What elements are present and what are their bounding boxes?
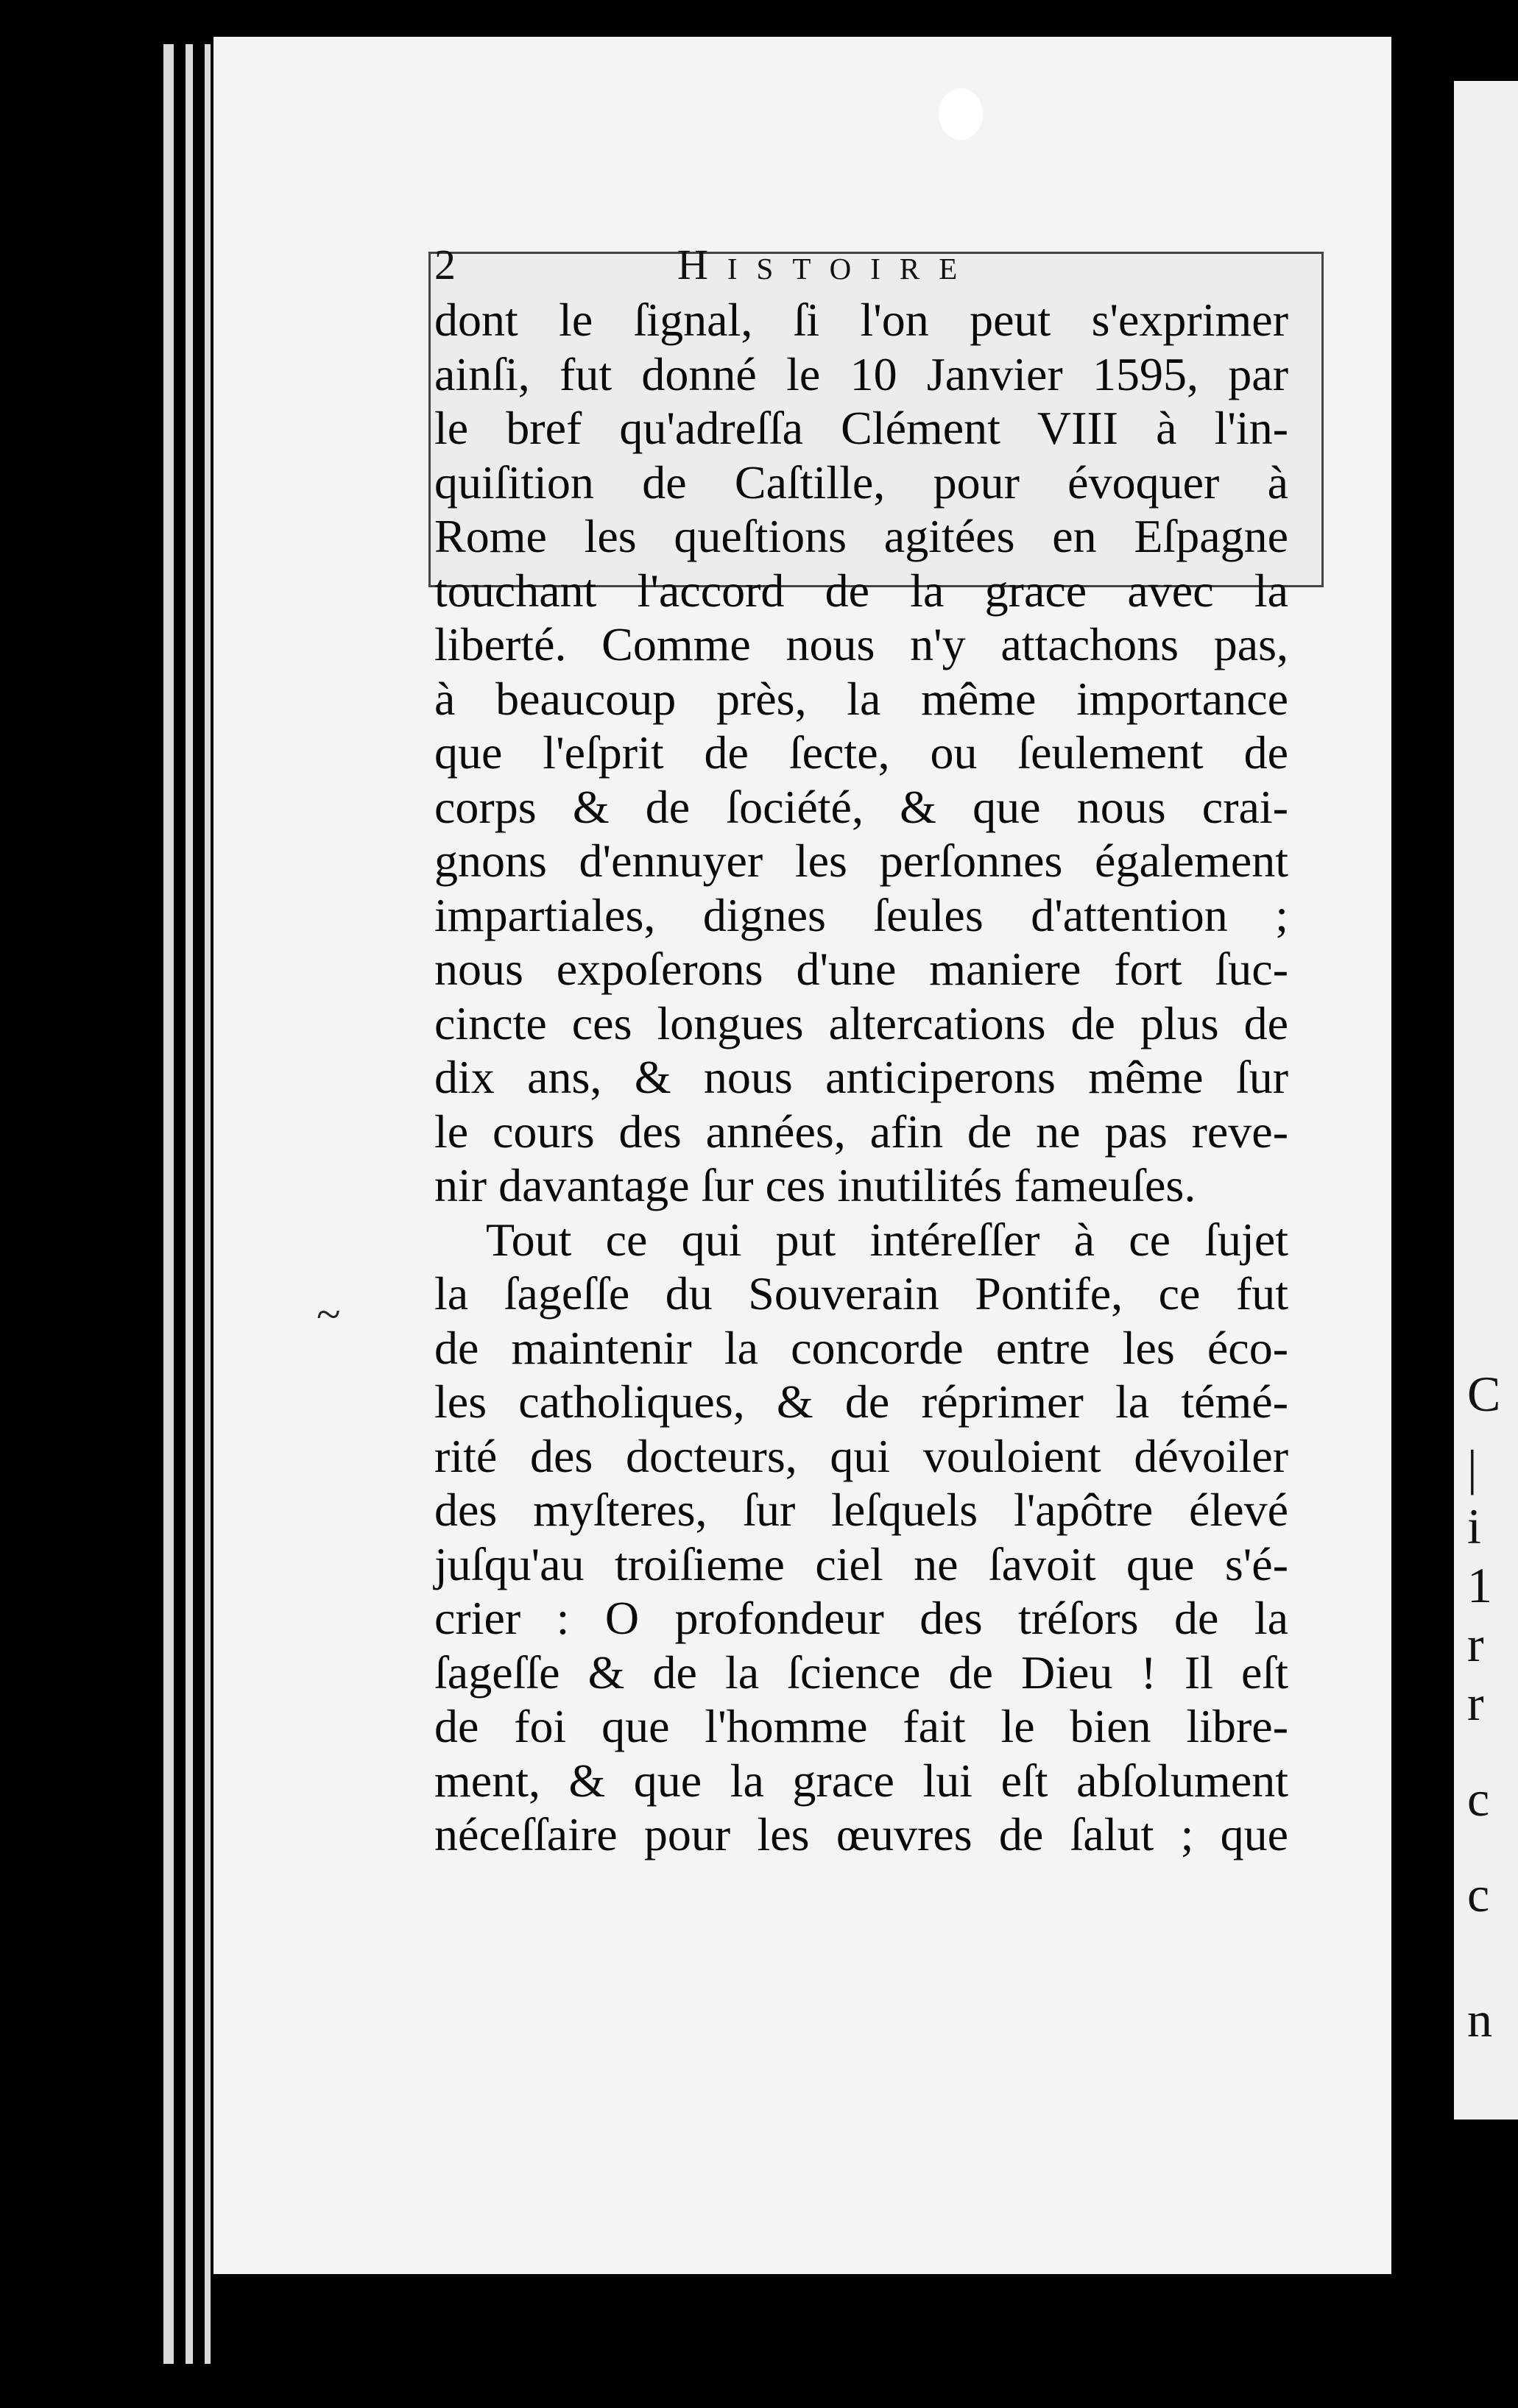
binding-edge — [163, 44, 174, 2364]
text-line: néceſſaire pour les œuvres de ſalut ; que — [434, 1808, 1288, 1860]
text-line: que l'eſprit de ſecte, ou ſeulement de — [434, 726, 1288, 779]
facing-page-char: r — [1467, 1675, 1484, 1731]
text-line: dix ans, & nous anticiperons même ſur — [434, 1051, 1288, 1103]
facing-page-edge — [1454, 81, 1518, 2120]
text-line: liberté. Comme nous n'y attachons pas, — [434, 618, 1288, 670]
page-number: 2 — [434, 241, 456, 288]
paragraph-2 — [434, 1213, 1288, 1862]
text-line: gnons d'ennuyer les perſonnes également — [434, 835, 1288, 887]
running-title: Histoire — [677, 241, 977, 288]
text-line: nous expoſerons d'une maniere fort ſuc- — [434, 943, 1288, 995]
text-line: de foi que l'homme fait le bien libre- — [434, 1700, 1288, 1752]
text-line: le cours des années, afin de ne pas reve- — [434, 1105, 1288, 1158]
facing-page-char: C — [1467, 1366, 1501, 1422]
paragraph-1 — [434, 293, 1288, 1213]
text-line: dont le ſignal, ſi l'on peut s'exprimer — [434, 294, 1288, 346]
facing-page-char: c — [1467, 1771, 1490, 1827]
text-line: des myſteres, ſur leſquels l'apôtre élevé — [434, 1484, 1288, 1536]
margin-mark: ~ — [317, 1290, 341, 1339]
text-line: rité des docteurs, qui vouloient dévoiler — [434, 1429, 1288, 1482]
text-line: de maintenir la concorde entre les éco- — [434, 1321, 1288, 1374]
facing-page-char: n — [1467, 1991, 1492, 2047]
text-line: corps & de ſociété, & que nous crai- — [434, 780, 1288, 833]
text-line: juſqu'au troiſieme ciel ne ſavoit que s'é- — [434, 1537, 1288, 1590]
paper-damage-spot — [939, 88, 983, 140]
text-line: Tout ce qui put intéreſſer à ce ſujet — [486, 1213, 1288, 1266]
text-line: quiſition de Caſtille, pour évoquer à — [434, 456, 1288, 509]
text-line: Rome les queſtions agitées en Eſpagne — [434, 510, 1288, 562]
text-line: le bref qu'adreſſa Clément VIII à l'in- — [434, 402, 1288, 454]
text-line: ſageſſe & de la ſcience de Dieu ! Il eſt — [434, 1646, 1288, 1699]
text-line: ment, & que la grace lui eſt abſolument — [434, 1754, 1288, 1807]
facing-page-char: c — [1467, 1866, 1490, 1922]
text-line: crier : O profondeur des tréſors de la — [434, 1592, 1288, 1644]
text-line: ainſi, fut donné le 10 Janvier 1595, par — [434, 347, 1288, 400]
text-line: à beaucoup près, la même importance — [434, 672, 1288, 725]
facing-page-char: i — [1467, 1498, 1481, 1554]
binding-edge — [186, 44, 193, 2364]
text-line: nir davantage ſur ces inutilités fameuſes. — [434, 1159, 1196, 1211]
facing-page-char: 1 — [1467, 1557, 1492, 1613]
facing-page-char: | — [1467, 1440, 1478, 1495]
text-line: impartiales, dignes ſeules d'attention ; — [434, 888, 1288, 941]
facing-page-char: r — [1467, 1616, 1484, 1672]
page-body — [434, 293, 1288, 1862]
text-line: les catholiques, & de réprimer la témé- — [434, 1375, 1288, 1428]
running-head — [434, 240, 1332, 288]
text-line: cincte ces longues altercations de plus de — [434, 996, 1288, 1049]
binding-edge — [205, 44, 211, 2364]
text-line: touchant l'accord de la grace avec la — [434, 564, 1288, 617]
text-line: la ſageſſe du Souverain Pontife, ce fut — [434, 1267, 1288, 1320]
